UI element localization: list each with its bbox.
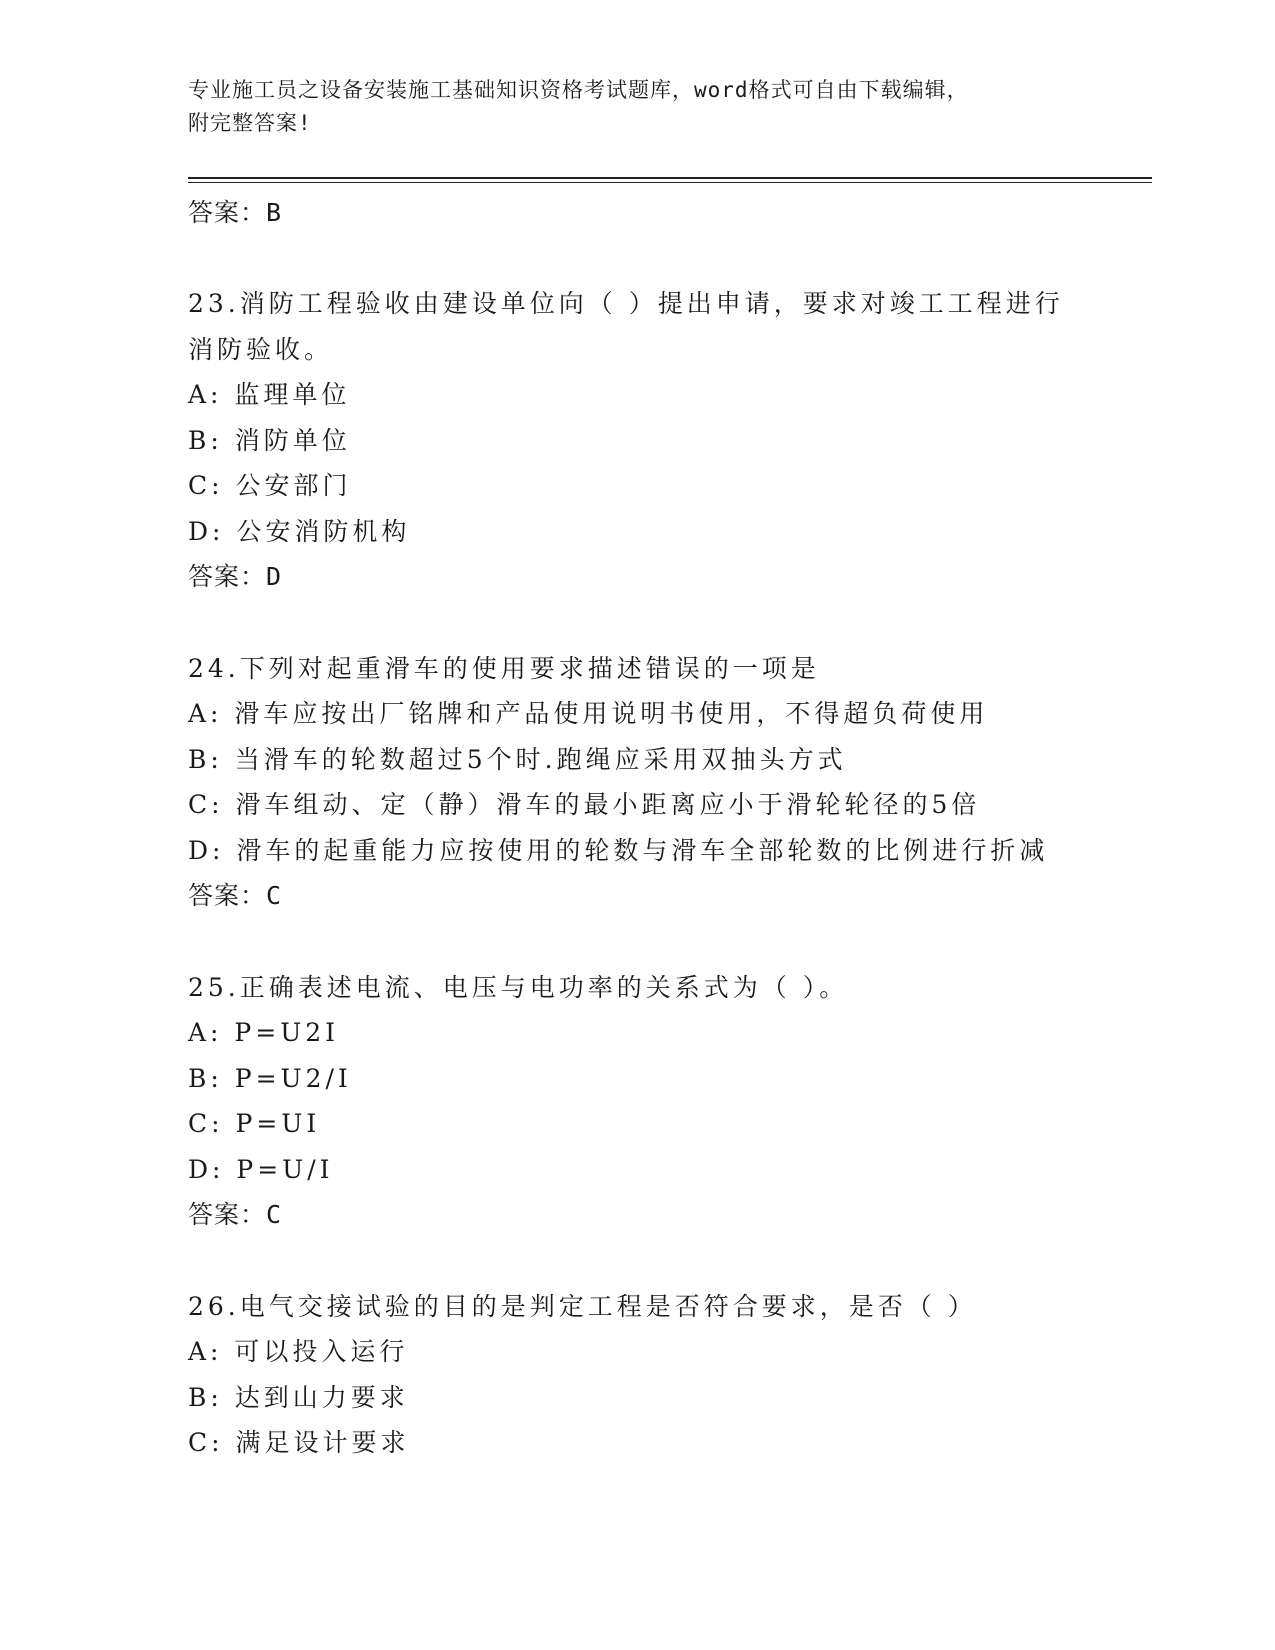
- previous-answer: 答案：B: [188, 198, 283, 227]
- option-a: A: 可以投入运行: [188, 1337, 409, 1366]
- question-text: 消防验收。: [188, 334, 334, 364]
- option-d: D: 滑车的起重能力应按使用的轮数与滑车全部轮数的比例进行折减: [188, 835, 1049, 865]
- question-text: 24.下列对起重滑车的使用要求描述错误的一项是: [188, 653, 820, 683]
- option-b: B: 当滑车的轮数超过5个时.跑绳应采用双抽头方式: [188, 744, 847, 774]
- question-answer: 答案：D: [188, 562, 283, 591]
- option-a: A: P=U2I: [188, 1018, 340, 1047]
- header-divider-thick: [188, 177, 1152, 179]
- question-text: 26.电气交接试验的目的是判定工程是否符合要求，是否（ ）: [188, 1291, 977, 1321]
- header-line-1: 专业施工员之设备安装施工基础知识资格考试题库，word格式可自由下载编辑，: [188, 78, 969, 102]
- question-text: 25.正确表述电流、电压与电功率的关系式为（ ）。: [188, 972, 849, 1002]
- question-text: 23.消防工程验收由建设单位向（ ）提出申请，要求对竣工工程进行: [188, 289, 1064, 318]
- document-header: [188, 74, 1068, 140]
- question-answer: 答案：C: [188, 1200, 283, 1229]
- question-24: [188, 646, 1118, 919]
- option-d: D: P=U/I: [188, 1154, 334, 1184]
- option-c: C: P=UI: [188, 1109, 321, 1138]
- question-25: [188, 965, 1118, 1238]
- option-a: A: 滑车应按出厂铭牌和产品使用说明书使用，不得超负荷使用: [188, 699, 989, 728]
- question-26: [188, 1284, 1118, 1466]
- option-c: C: 满足设计要求: [188, 1428, 410, 1457]
- option-a: A: 监理单位: [188, 380, 351, 409]
- question-answer: 答案：C: [188, 881, 283, 910]
- header-divider-thin: [188, 182, 1152, 183]
- header-line-2: 附完整答案!: [188, 111, 312, 135]
- option-b: B: 达到山力要求: [188, 1382, 409, 1412]
- question-23: [188, 281, 1118, 600]
- option-b: B: P=U2/I: [188, 1063, 352, 1093]
- option-c: C: 滑车组动、定（静）滑车的最小距离应小于滑轮轮径的5倍: [188, 790, 981, 819]
- option-c: C: 公安部门: [188, 471, 352, 500]
- question-list: [188, 190, 1118, 1466]
- option-b: B: 消防单位: [188, 425, 351, 455]
- option-d: D: 公安消防机构: [188, 516, 411, 546]
